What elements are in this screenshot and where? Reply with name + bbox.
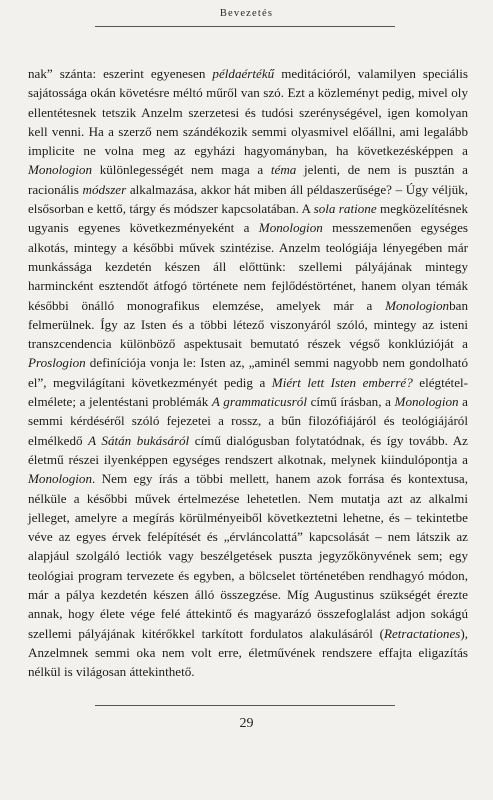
text-run: . Nem egy írás a többi mellett, hanem azok forrása és kontextusa, nélküle a későbbi művek értelmezése lehetetlen. Nem mutatja azt az alkalmi jelleget, amelyre a megírás körülményeiből következtetni lehetne, és – tekintetbe véve az egyes érvek felépítését és „érvláncolattá” kapcsolását – nem látszik az alapjául szolgáló lectiók vagy beszélgetések puszta jegyzőkönyvének sem; egy teológiai program tervezete és egyben, a bölcselet történetében rendhagyó módon, már a pálya kezdetén készen álló összegzése. Míg Augustinus szükségét érezte annak, hogy élete vége felé áttekintő és magyarázó összefoglalást adjon sokágú szellemi pályájának kitérőkkel tarkított fordulatos alakulásáról ( (28, 471, 468, 641)
italic-run: A Sátán bukásáról (88, 432, 190, 448)
text-run: a semmi kérdéséről szóló fejezetei a rossz, a bűn filozófiájáról és teológiájáról elmélkedő (28, 394, 468, 448)
italic-run: Monologion (28, 471, 93, 487)
italic-run: Retractationes (383, 625, 461, 641)
text-run: messzemenően egységes alkotás, mintegy a későbbi művek szintézise. Anzelm teológiája lényegében már munkássága kezdetén készen áll előttünk: szellemi pályájának mintegy harmincként esztendőt átfogó története nem fejlődéstörténet, hanem olyan témák későbbi önálló monografikus elemzése, amelyek már a (28, 220, 469, 313)
text-run: ban felmerülnek. Így az Isten és a többi létező viszonyáról szóló, mintegy az isteni transzcendencia különböző aspektusait bemutató részek végső konklúzióját a (28, 297, 468, 352)
italic-run: módszer (82, 181, 127, 197)
italic-run: A grammaticusról (211, 394, 307, 410)
text-run: elégtétel-elmélete; a jelentéstani problémák (28, 374, 468, 410)
italic-run: Proslogion (28, 355, 86, 371)
header-rule (95, 26, 395, 27)
text-run: ), Anzelmnek semmi oka nem volt erre, életművének rendszere effajta eligazítás nélkül is világosan áttekinthető. (28, 625, 468, 680)
text-run: definíciója vonja le: Isten az, „aminél semmi nagyobb nem gondolható el”, megvilágítani következményét pedig a (28, 355, 468, 390)
italic-run: Monologion (258, 220, 323, 236)
text-run: című írásban, a (306, 394, 395, 410)
italic-run: Monologion (385, 297, 450, 313)
italic-run: Monologion (394, 394, 459, 410)
text-run: meditációról, valamilyen speciális sajátossága okán követésre méltó műről van szó. Ezt a közleményt pedig, mivel oly ellentétesnek tetszik Anzelm szerzetesi és tudósi szerénységével, igen komolyan kell venni. Ha a szerző nem szándékozik semmi olyasmivel előállni, ami legalább implicite ne volna meg az egyházi hagyományban, ha következésképpen a (28, 66, 468, 159)
page-number: 29 (239, 716, 254, 731)
paragraph (28, 64, 468, 682)
italic-run: Miért lett Isten emberré? (271, 374, 413, 390)
text-run: jelenti, de nem is pusztán a racionális (28, 162, 468, 197)
footer-rule (95, 705, 395, 706)
italic-run: példaértékű (212, 66, 275, 81)
italic-run: téma (270, 162, 297, 178)
text-run: különlegességét nem maga a (92, 162, 271, 178)
text-run: alkalmazása, akkor hát miben áll példaszerűsége? – Úgy véljük, elsősorban e kettő, tárgy és módszer kapcsolatában. A (28, 181, 468, 217)
text-run: című dialógusban folytatódnak, és így tovább. Az életmű részei ilyenképpen egységes rendszert alkotnak, melynek kiindulópontja a (28, 432, 468, 467)
text-run: nak” szánta: eszerint egyenesen (28, 66, 213, 81)
running-header: Bevezetés (219, 8, 274, 19)
text-run: megközelítésnek ugyanis egyenes következményeként a (28, 201, 468, 236)
body-text (28, 64, 468, 682)
italic-run: sola ratione (313, 201, 377, 217)
italic-run: Monologion (28, 162, 93, 178)
